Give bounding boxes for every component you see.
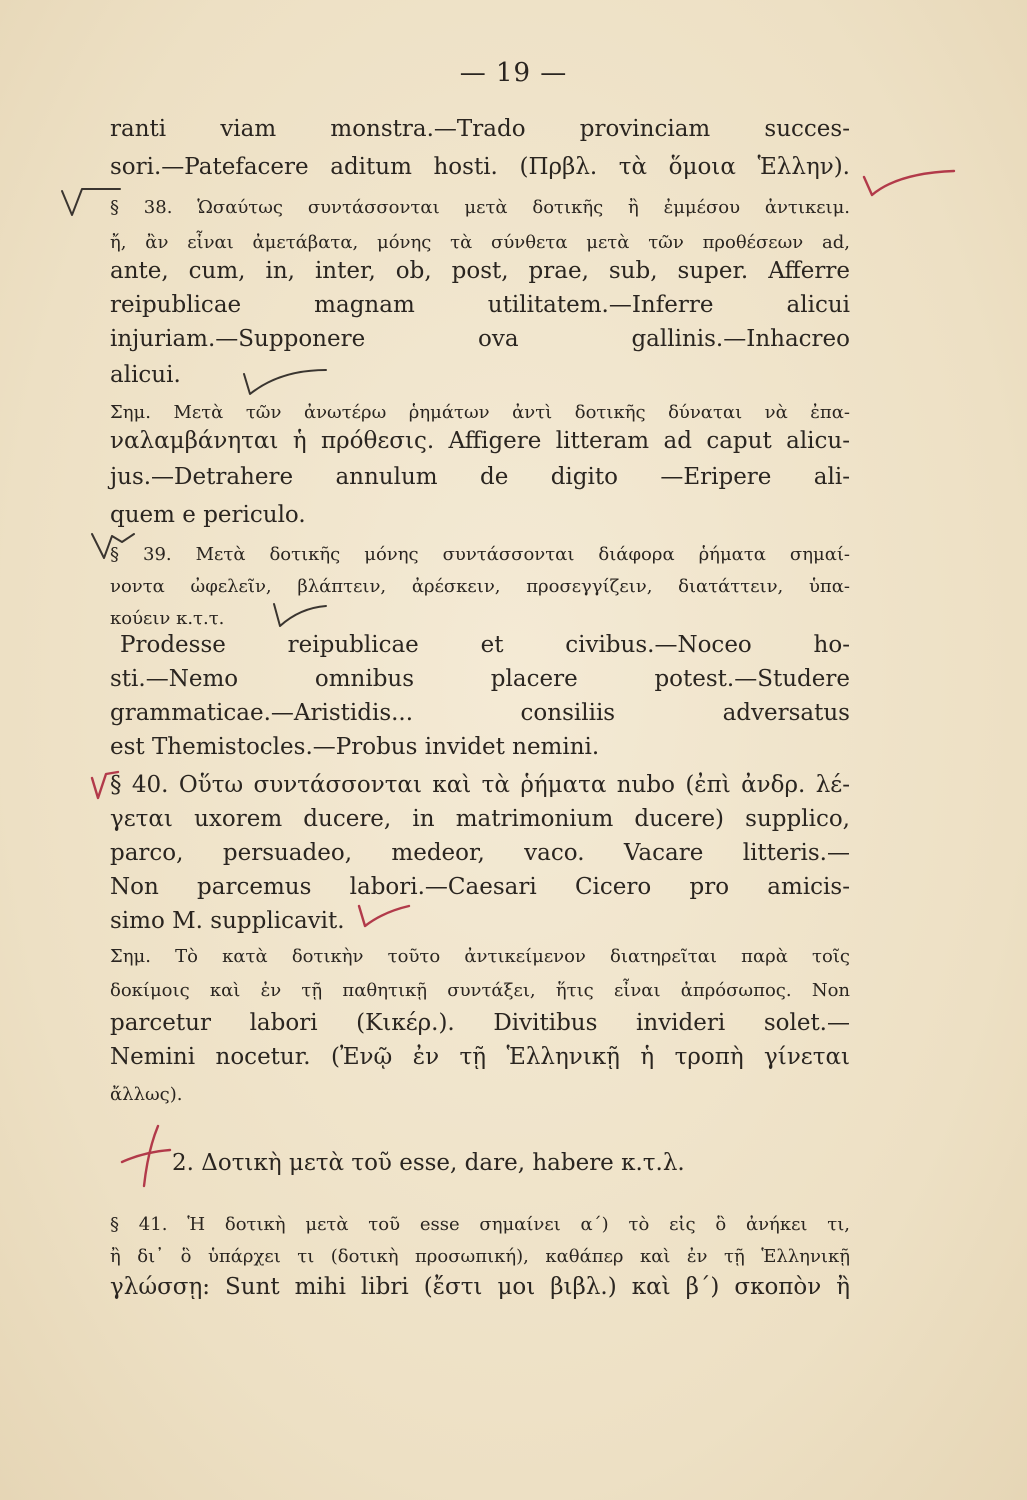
text-line: § 40. Οὕτω συντάσσονται καὶ τὰ ῥήματα nubo (ἐπὶ ἀνδρ. λέ- [110, 772, 850, 798]
text-line: Prodesse reipublicae et civibus.—Noceo ho- [120, 632, 850, 658]
text-line: § 39. Μετὰ δοτικῆς μόνης συντάσσονται διάφορα ῥήματα σημαί- [110, 544, 850, 565]
text-line: δοκίμοις καὶ ἐν τῇ παθητικῇ συντάξει, ἥτις εἶναι ἀπρόσωπος. Non [110, 980, 850, 1001]
text-line: κούειν κ.τ.τ. [110, 608, 225, 629]
check-mark-icon [58, 185, 122, 221]
text-line: ἢ δι᾽ ὃ ὑπάρχει τι (δοτικὴ προσωπική), καθάπερ καὶ ἐν τῇ Ἑλληνικῇ [110, 1246, 850, 1267]
text-line: simo M. supplicavit. [110, 908, 345, 934]
text-line: jus.—Detrahere annulum de digito —Eripere ali- [110, 464, 850, 490]
text-line: ἤ, ἂν εἶναι ἀμετάβατα, μόνης τὰ σύνθετα μετὰ τῶν προθέσεων ad, [110, 232, 850, 253]
text-line: Nemini nocetur. (Ἐνῷ ἐν τῇ Ἑλληνικῇ ἡ τροπὴ γίνεται [110, 1044, 850, 1070]
text-line: ranti viam monstra.—Trado provinciam succes- [110, 116, 850, 142]
text-line: Non parcemus labori.—Caesari Cicero pro amicis- [110, 874, 850, 900]
text-line: alicui. [110, 362, 181, 388]
text-line: ante, cum, in, inter, ob, post, prae, sub, super. Afferre [110, 258, 850, 284]
text-line: Σημ. Τὸ κατὰ δοτικὴν τοῦτο ἀντικείμενον διατηρεῖται παρὰ τοῖς [110, 946, 850, 967]
check-mark-icon [240, 360, 330, 400]
cross-mark-icon [118, 1120, 174, 1190]
check-mark-icon [858, 165, 958, 205]
text-line: § 38. Ὡσαύτως συντάσσονται μετὰ δοτικῆς ἢ ἐμμέσου ἀντικειμ. [110, 197, 850, 218]
text-line: § 41. Ἡ δοτικὴ μετὰ τοῦ esse σημαίνει α΄) τὸ εἰς ὃ ἀνήκει τι, [110, 1214, 850, 1235]
check-mark-icon [270, 598, 330, 630]
text-line: injuriam.—Supponere ova gallinis.—Inhacreo [110, 326, 850, 352]
check-mark-icon [355, 900, 415, 932]
text-line: grammaticae.—Aristidis... consiliis adversatus [110, 700, 850, 726]
check-mark-icon [86, 768, 126, 804]
text-line: reipublicae magnam utilitatem.—Inferre alicui [110, 292, 850, 318]
text-line: γλώσσῃ: Sunt mihi libri (ἔστι μοι βιβλ.) καὶ β΄) σκοπὸν ἢ [110, 1274, 850, 1300]
text-line: parco, persuadeo, medeor, vaco. Vacare litteris.— [110, 840, 850, 866]
check-mark-icon [88, 528, 148, 564]
text-line: νοντα ὠφελεῖν, βλάπτειν, ἀρέσκειν, προσεγγίζειν, διατάττειν, ὑπα- [110, 576, 850, 597]
text-line: sti.—Nemo omnibus placere potest.—Studere [110, 666, 850, 692]
page-number: — 19 — [459, 58, 568, 88]
text-line: Σημ. Μετὰ τῶν ἀνωτέρω ῥημάτων ἀντὶ δοτικῆς δύναται νὰ ἐπα- [110, 402, 850, 423]
section-heading: 2. Δοτικὴ μετὰ τοῦ esse, dare, habere κ.τ.λ. [172, 1150, 685, 1176]
text-line: quem e periculo. [110, 502, 306, 528]
text-line: γεται uxorem ducere, in matrimonium ducere) supplico, [110, 806, 850, 832]
text-line: parcetur labori (Κικέρ.). Divitibus invideri solet.— [110, 1010, 850, 1036]
text-line: est Themistocles.—Probus invidet nemini. [110, 734, 600, 760]
text-line: ναλαμβάνηται ἡ πρόθεσις. Affigere litteram ad caput alicu- [110, 428, 850, 454]
text-line: ἄλλως). [110, 1084, 183, 1105]
text-line: sori.—Patefacere aditum hosti. (Πρβλ. τὰ ὅμοια Ἑλλην). [110, 154, 850, 180]
